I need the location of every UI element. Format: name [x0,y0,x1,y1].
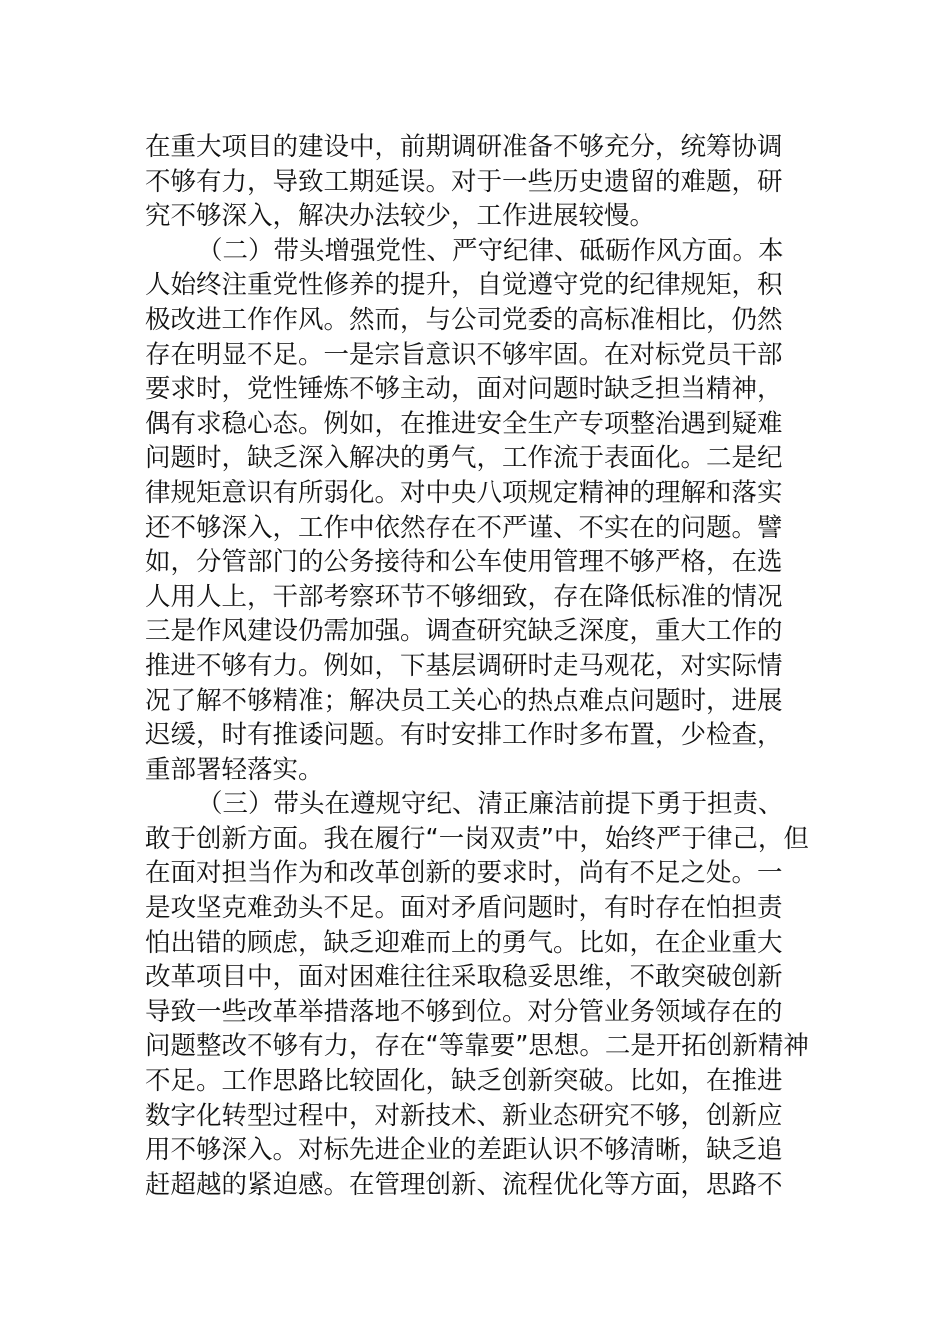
text-line: 推进不够有力。例如，下基层调研时走马观花，对实际情 [145,650,783,681]
text-line: 问题整改不够有力，存在“等靠要”思想。二是开拓创新精神 [145,1031,809,1062]
text-line: 赶超越的紧迫感。在管理创新、流程优化等方面，思路不 [145,1169,783,1200]
text-line: 存在明显不足。一是宗旨意识不够牢固。在对标党员干部 [145,339,783,370]
text-line: 敢于创新方面。我在履行“一岗双责”中，始终严于律己，但 [145,823,809,854]
text-line: 偶有求稳心态。例如，在推进安全生产专项整治遇到疑难 [145,408,783,439]
text-line: 迟缓，时有推诿问题。有时安排工作时多布置，少检查， [145,720,783,751]
text-line: 用不够深入。对标先进企业的差距认识不够清晰，缺乏追 [145,1135,783,1166]
text-line: 重部署轻落实。 [145,754,324,785]
text-line: 是攻坚克难劲头不足。面对矛盾问题时，有时存在怕担责 [145,893,783,924]
paragraph-heading-line: （二）带头增强党性、严守纪律、砥砺作风方面。本 [197,235,784,266]
text-line: 人始终注重党性修养的提升，自觉遵守党的纪律规矩，积 [145,270,783,301]
text-line: 律规矩意识有所弱化。对中央八项规定精神的理解和落实 [145,477,783,508]
text-line: 数字化转型过程中，对新技术、新业态研究不够，创新应 [145,1100,783,1131]
text-line: 如，分管部门的公务接待和公车使用管理不够严格，在选 [145,547,783,578]
paragraph-heading-line: （三）带头在遵规守纪、清正廉洁前提下勇于担责、 [197,789,784,820]
text-line: 导致一些改革举措落地不够到位。对分管业务领域存在的 [145,996,783,1027]
text-line: 三是作风建设仍需加强。调查研究缺乏深度，重大工作的 [145,616,783,647]
text-line: 究不够深入，解决办法较少，工作进展较慢。 [145,201,656,232]
text-line: 况了解不够精准；解决员工关心的热点难点问题时，进展 [145,685,783,716]
text-line: 怕出错的顾虑，缺乏迎难而上的勇气。比如，在企业重大 [145,927,783,958]
text-line: 改革项目中，面对困难往往采取稳妥思维，不敢突破创新 [145,962,783,993]
text-line: 不够有力，导致工期延误。对于一些历史遗留的难题，研 [145,166,783,197]
text-line: 要求时，党性锤炼不够主动，面对问题时缺乏担当精神， [145,374,783,405]
text-line: 还不够深入，工作中依然存在不严谨、不实在的问题。譬 [145,512,783,543]
document-body [145,130,810,1202]
text-line: 极改进工作作风。然而，与公司党委的高标准相比，仍然 [145,304,783,335]
text-line: 在面对担当作为和改革创新的要求时，尚有不足之处。一 [145,858,783,889]
text-line: 在重大项目的建设中，前期调研准备不够充分，统筹协调 [145,132,783,162]
text-line: 人用人上，干部考察环节不够细致，存在降低标准的情况 [145,581,783,612]
text-line: 不足。工作思路比较固化，缺乏创新突破。比如，在推进 [145,1066,783,1097]
text-line: 问题时，缺乏深入解决的勇气，工作流于表面化。二是纪 [145,443,783,474]
